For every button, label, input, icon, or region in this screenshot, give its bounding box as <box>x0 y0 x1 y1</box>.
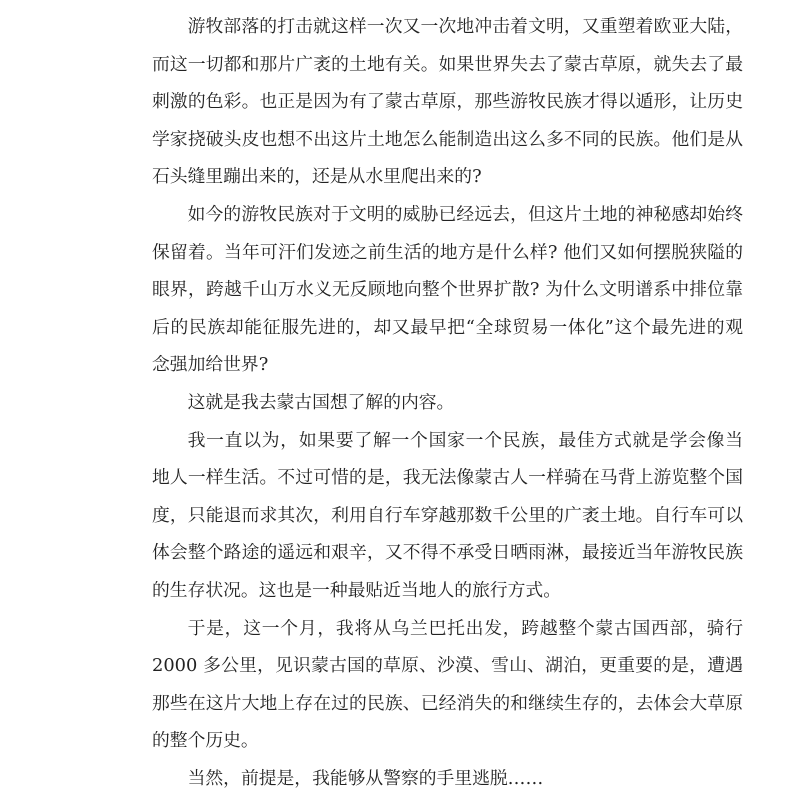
text-line: 于是，这一个月，我将从乌兰巴托出发，跨越整个蒙古国西部，骑行 <box>187 617 743 639</box>
text-line: 当然，前提是，我能够从警察的手里逃脱…… <box>187 767 544 789</box>
text-line: 石头缝里蹦出来的，还是从水里爬出来的? <box>152 166 482 188</box>
text-line: 我一直以为，如果要了解一个国家一个民族，最佳方式就是学会像当 <box>187 429 743 451</box>
text-line: 2000 多公里，见识蒙古国的草原、沙漠、雪山、湖泊，更重要的是，遭遇 <box>152 655 743 677</box>
paragraph <box>152 422 743 610</box>
text-line: 的生存状况。这也是一种最贴近当地人的旅行方式。 <box>152 579 561 601</box>
paragraph <box>152 760 743 798</box>
text-line: 而这一切都和那片广袤的土地有关。如果世界失去了蒙古草原，就失去了最 <box>152 53 743 75</box>
text-line: 这就是我去蒙古国想了解的内容。 <box>187 391 455 413</box>
text-line: 游牧部落的打击就这样一次又一次地冲击着文明，又重塑着欧亚大陆， <box>187 16 743 37</box>
text-line: 度，只能退而求其次，利用自行车穿越那数千公里的广袤土地。自行车可以 <box>152 504 743 526</box>
text-line: 的整个历史。 <box>152 730 259 752</box>
text-line: 保留着。当年可汗们发迹之前生活的地方是什么样? 他们又如何摆脱狭隘的 <box>152 241 743 263</box>
text-line: 后的民族却能征服先进的，却又最早把“全球贸易一体化”这个最先进的观 <box>152 316 743 338</box>
paragraph <box>152 384 743 422</box>
text-line: 学家挠破头皮也想不出这片土地怎么能制造出这么多不同的民族。他们是从 <box>152 128 743 150</box>
text-line: 那些在这片大地上存在过的民族、已经消失的和继续生存的，去体会大草原 <box>152 692 743 714</box>
text-line: 体会整个路途的遥远和艰辛，又不得不承受日晒雨淋，最接近当年游牧民族 <box>152 542 743 564</box>
paragraph <box>152 610 743 760</box>
paragraph <box>152 196 743 384</box>
paragraph <box>152 8 743 196</box>
text-line: 眼界，跨越千山万水义无反顾地向整个世界扩散? 为什么文明谱系中排位靠 <box>152 279 743 301</box>
text-line: 念强加给世界? <box>152 354 269 376</box>
text-line: 刺激的色彩。也正是因为有了蒙古草原，那些游牧民族才得以遁形，让历史 <box>152 91 743 113</box>
text-line: 如今的游牧民族对于文明的威胁已经远去，但这片土地的神秘感却始终 <box>187 203 743 225</box>
text-block <box>152 8 743 797</box>
text-line: 地人一样生活。不过可惜的是，我无法像蒙古人一样骑在马背上游览整个国 <box>152 467 743 489</box>
